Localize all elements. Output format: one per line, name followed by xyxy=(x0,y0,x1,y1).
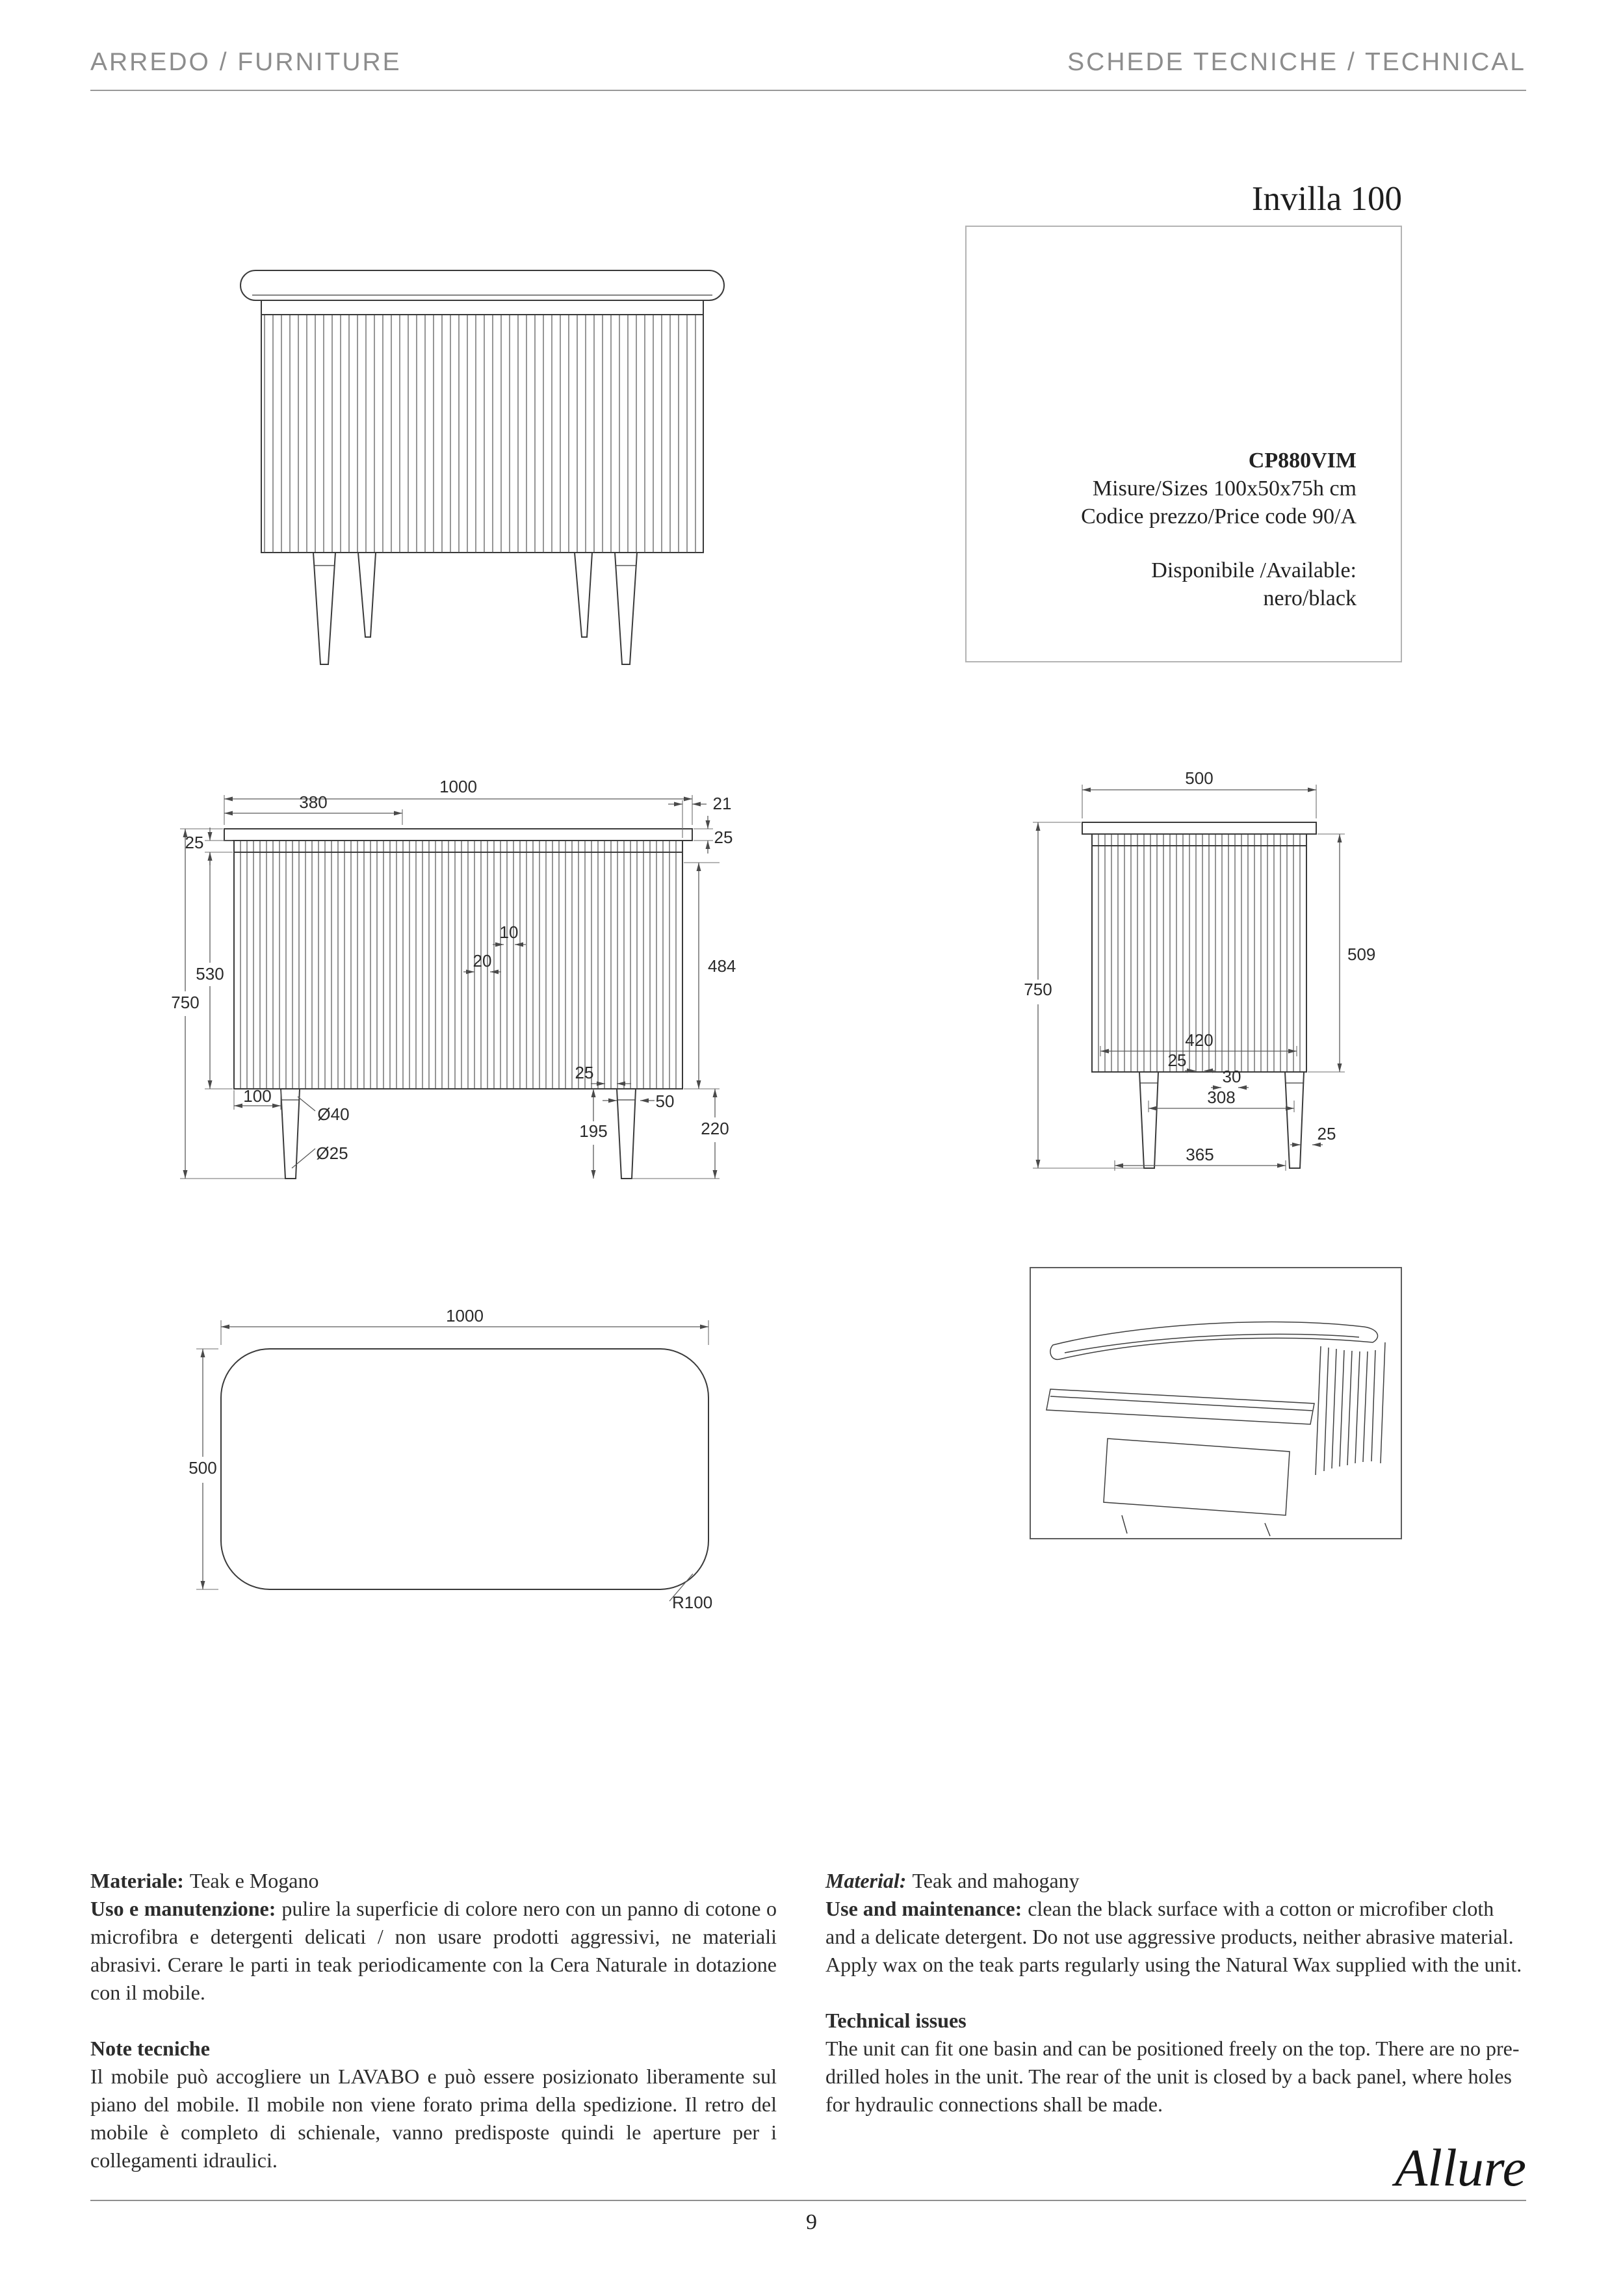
notes-text-en: The unit can fit one basin and can be positioned freely on the top. There are no pre-drilled holes in the unit. The rear of the unit is closed by a back panel, where holes for hydraulic connections shall be made. xyxy=(825,2037,1520,2116)
usage-label-en: Use and maintenance: xyxy=(825,1897,1022,1920)
header-left-title: ARREDO / FURNITURE xyxy=(90,48,402,76)
dim-front-leg-dia-bottom: Ø25 xyxy=(316,1143,348,1163)
side-view-outline xyxy=(1082,822,1316,1168)
cabinet-outline xyxy=(240,270,724,664)
dim-top-corner-radius: R100 xyxy=(672,1593,713,1612)
cabinet-perspective-drawing xyxy=(218,260,745,679)
dim-side-leg-span: 308 xyxy=(1207,1088,1236,1107)
product-code: CP880VIM xyxy=(1248,449,1357,473)
dim-front-leg-height: 195 xyxy=(579,1121,608,1141)
header-right-title: SCHEDE TECNICHE / TECHNICAL xyxy=(1067,48,1526,76)
top-view-outline xyxy=(221,1349,708,1589)
dim-side-base-depth: 365 xyxy=(1186,1145,1214,1164)
material-label-it: Materiale: xyxy=(90,1869,184,1892)
side-view-drawing xyxy=(1017,770,1391,1190)
usage-paragraph-it xyxy=(90,1895,777,2007)
product-price-code: Codice prezzo/Price code 90/A xyxy=(1081,504,1357,528)
product-info-text xyxy=(1081,447,1357,612)
top-view-dimension-labels xyxy=(188,1310,712,1612)
notes-title-it: Note tecniche xyxy=(90,2037,210,2060)
material-line-it xyxy=(90,1867,777,1895)
material-line-en xyxy=(825,1867,1522,1895)
rear-detail-box xyxy=(1030,1267,1402,1539)
dim-top-width: 1000 xyxy=(446,1310,484,1325)
page-number: 9 xyxy=(806,2210,817,2234)
dim-front-slat-width: 10 xyxy=(499,922,519,942)
product-title: Invilla 100 xyxy=(1251,180,1402,218)
dim-side-offset-left: 25 xyxy=(1167,1050,1187,1070)
page-header xyxy=(90,48,1526,91)
dim-side-total-height: 750 xyxy=(1024,980,1052,999)
dim-side-inner-height: 509 xyxy=(1347,945,1376,964)
dim-front-top-thickness: 25 xyxy=(714,828,733,847)
dim-front-total-height: 750 xyxy=(171,993,200,1012)
top-view-dimension-lines xyxy=(196,1320,708,1601)
usage-paragraph-en xyxy=(825,1895,1522,1979)
dim-front-panel-height: 530 xyxy=(196,964,224,984)
dim-side-depth: 500 xyxy=(1185,770,1214,788)
product-available-value: nero/black xyxy=(1263,586,1357,610)
product-available-label: Disponibile /Available: xyxy=(1151,558,1357,582)
dim-top-depth: 500 xyxy=(188,1458,217,1478)
dim-front-top-gap: 25 xyxy=(185,833,204,852)
rear-detail-outline xyxy=(1046,1322,1385,1536)
front-view-outline xyxy=(224,829,692,1179)
dim-front-bottom-clearance: 220 xyxy=(701,1119,729,1138)
rear-detail-drawing xyxy=(1031,1268,1401,1538)
dim-front-width: 1000 xyxy=(439,777,477,796)
dim-front-partial-width: 380 xyxy=(299,792,328,812)
material-value-it: Teak e Mogano xyxy=(189,1869,319,1892)
notes-title-en: Technical issues xyxy=(825,2009,967,2032)
notes-italian xyxy=(90,1867,777,2174)
notes-text-it: Il mobile può accogliere un LAVABO e può essere posizionato liberamente sul piano del mobile. Il mobile non viene forato prima della spedizione. Il retro del mobile è completo di schienale, vanno predisposte quindi le aperture per i collegamenti idraulici. xyxy=(90,2065,777,2172)
usage-text-it: pulire la superficie di colore nero con un panno di cotone o microfibra e detergenti delicati / non usare prodotti aggressivi, ne materiali abrasivi. Cerare le parti in teak periodicamente con la Cera Naturale in dotazione con il mobile. xyxy=(90,1897,777,2004)
notes-english xyxy=(825,1867,1522,2119)
dim-side-panel-width: 420 xyxy=(1185,1030,1214,1050)
front-view-drawing xyxy=(166,777,751,1190)
dim-front-slat-pitch: 20 xyxy=(473,951,492,971)
product-info-box xyxy=(965,226,1402,662)
dim-front-leg-dia-top: Ø40 xyxy=(317,1104,350,1124)
material-label-en: Material: xyxy=(825,1869,907,1892)
dim-side-offset-right: 25 xyxy=(1317,1124,1336,1143)
dim-side-gap: 30 xyxy=(1222,1067,1241,1086)
dim-front-leg-inset: 100 xyxy=(243,1086,272,1106)
product-sizes: Misure/Sizes 100x50x75h cm xyxy=(1092,476,1357,501)
spacer xyxy=(1081,530,1357,556)
dim-front-inner-height: 484 xyxy=(708,956,736,976)
top-view-drawing xyxy=(188,1310,738,1612)
footer-divider xyxy=(90,2200,1526,2201)
dim-front-overhang: 21 xyxy=(712,794,732,813)
dim-front-leg-gap: 25 xyxy=(575,1063,594,1082)
usage-text-en: clean the black surface with a cotton or microfiber cloth and a delicate detergent. Do not use aggressive products, neither abrasive material. Apply wax on the teak parts regularly using the Natural Wax supplied with the unit. xyxy=(825,1897,1522,1976)
material-value-en: Teak and mahogany xyxy=(912,1869,1080,1892)
dim-front-leg-top-width: 50 xyxy=(655,1091,675,1111)
brand-signature: Allure xyxy=(1395,2138,1526,2197)
usage-label-it: Uso e manutenzione: xyxy=(90,1897,276,1920)
